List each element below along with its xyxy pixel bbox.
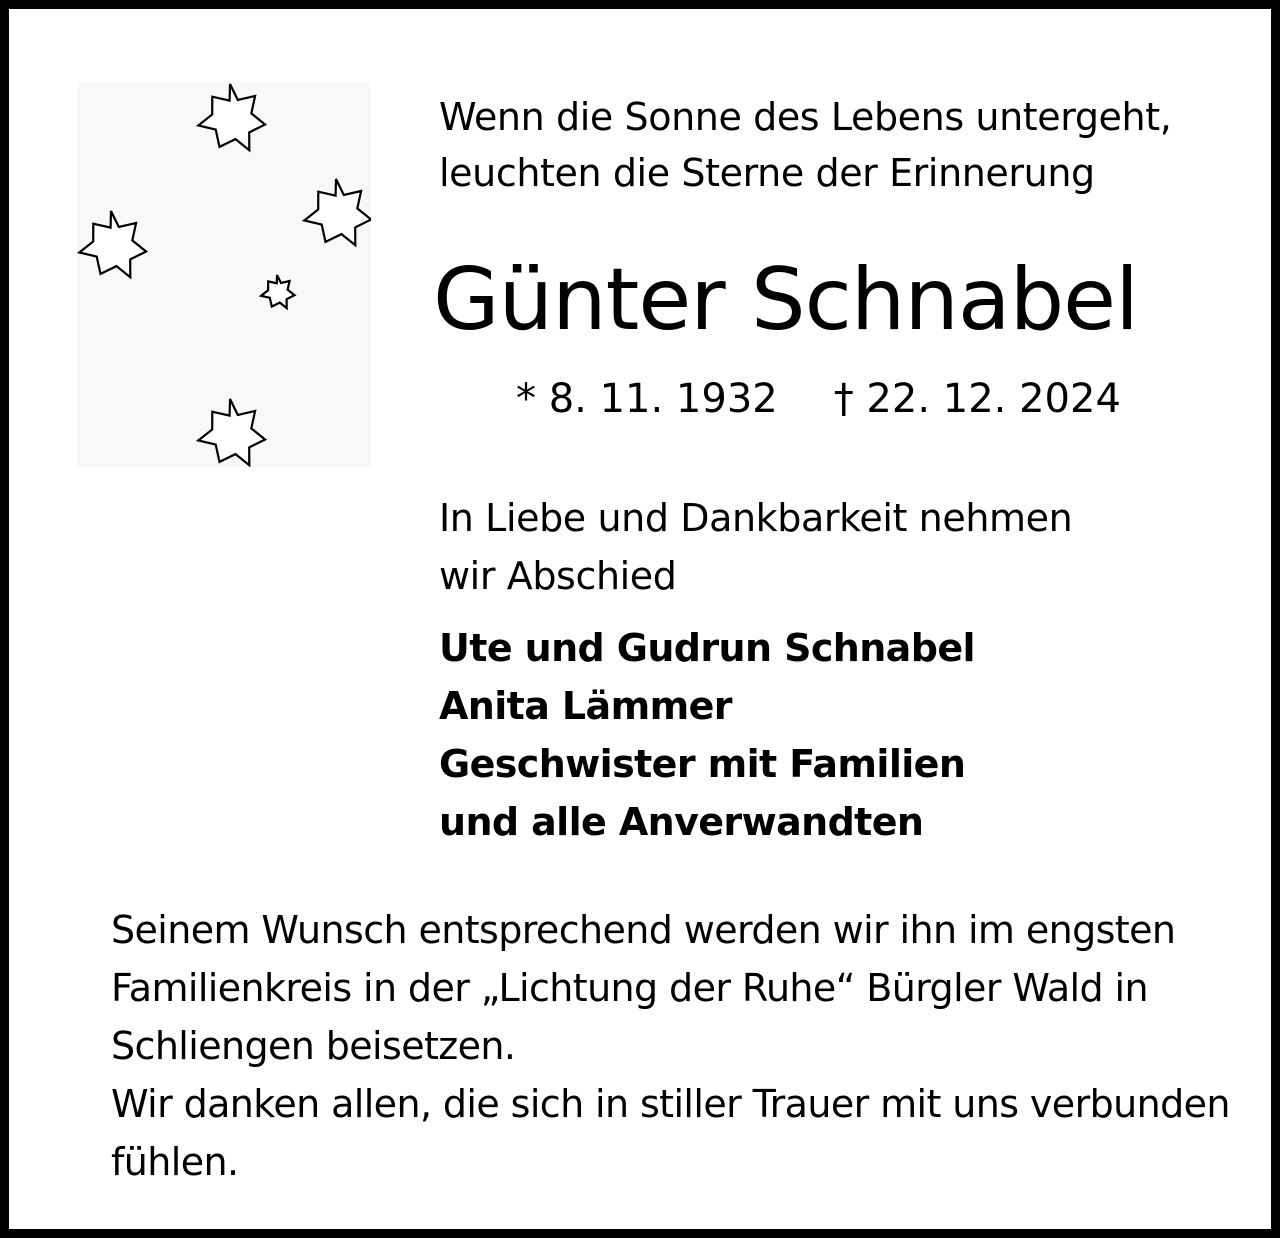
- star-cluster-graphic: [77, 81, 371, 467]
- motto-line: Wenn die Sonne des Lebens untergeht,: [439, 95, 1172, 139]
- motto: [439, 89, 1229, 201]
- life-dates: [516, 371, 1121, 427]
- farewell-text: [439, 489, 1072, 605]
- closing-line: Wir danken allen, die sich in stiller Trauer mit uns verbunden: [111, 1082, 1230, 1126]
- farewell-line: In Liebe und Dankbarkeit nehmen: [439, 496, 1073, 540]
- star-icon: [79, 211, 146, 277]
- star-cluster: [77, 81, 371, 467]
- motto-line: leuchten die Sterne der Erinnerung: [439, 151, 1095, 195]
- closing-line: Familienkreis in der „Lichtung der Ruhe“ Bürgler Wald in: [111, 966, 1148, 1010]
- mourner-entry: Anita Lämmer: [439, 684, 732, 728]
- closing-line: Seinem Wunsch entsprechend werden wir ihn im engsten: [111, 908, 1176, 952]
- star-icon: [198, 84, 265, 150]
- mourners-list: [439, 619, 975, 851]
- star-icon: [261, 275, 294, 308]
- closing-line: fühlen.: [111, 1140, 239, 1184]
- mourner-entry: und alle Anverwandten: [439, 800, 924, 844]
- mourner-entry: Geschwister mit Familien: [439, 742, 966, 786]
- closing-text: [111, 901, 1230, 1191]
- farewell-line: wir Abschied: [439, 554, 677, 598]
- deceased-name: Günter Schnabel: [433, 250, 1138, 350]
- death-date: † 22. 12. 2024: [833, 376, 1121, 422]
- birth-date: * 8. 11. 1932: [516, 376, 778, 422]
- star-icon: [304, 179, 371, 245]
- star-icon: [198, 399, 265, 465]
- closing-line: Schliengen beisetzen.: [111, 1024, 516, 1068]
- mourner-entry: Ute und Gudrun Schnabel: [439, 626, 975, 670]
